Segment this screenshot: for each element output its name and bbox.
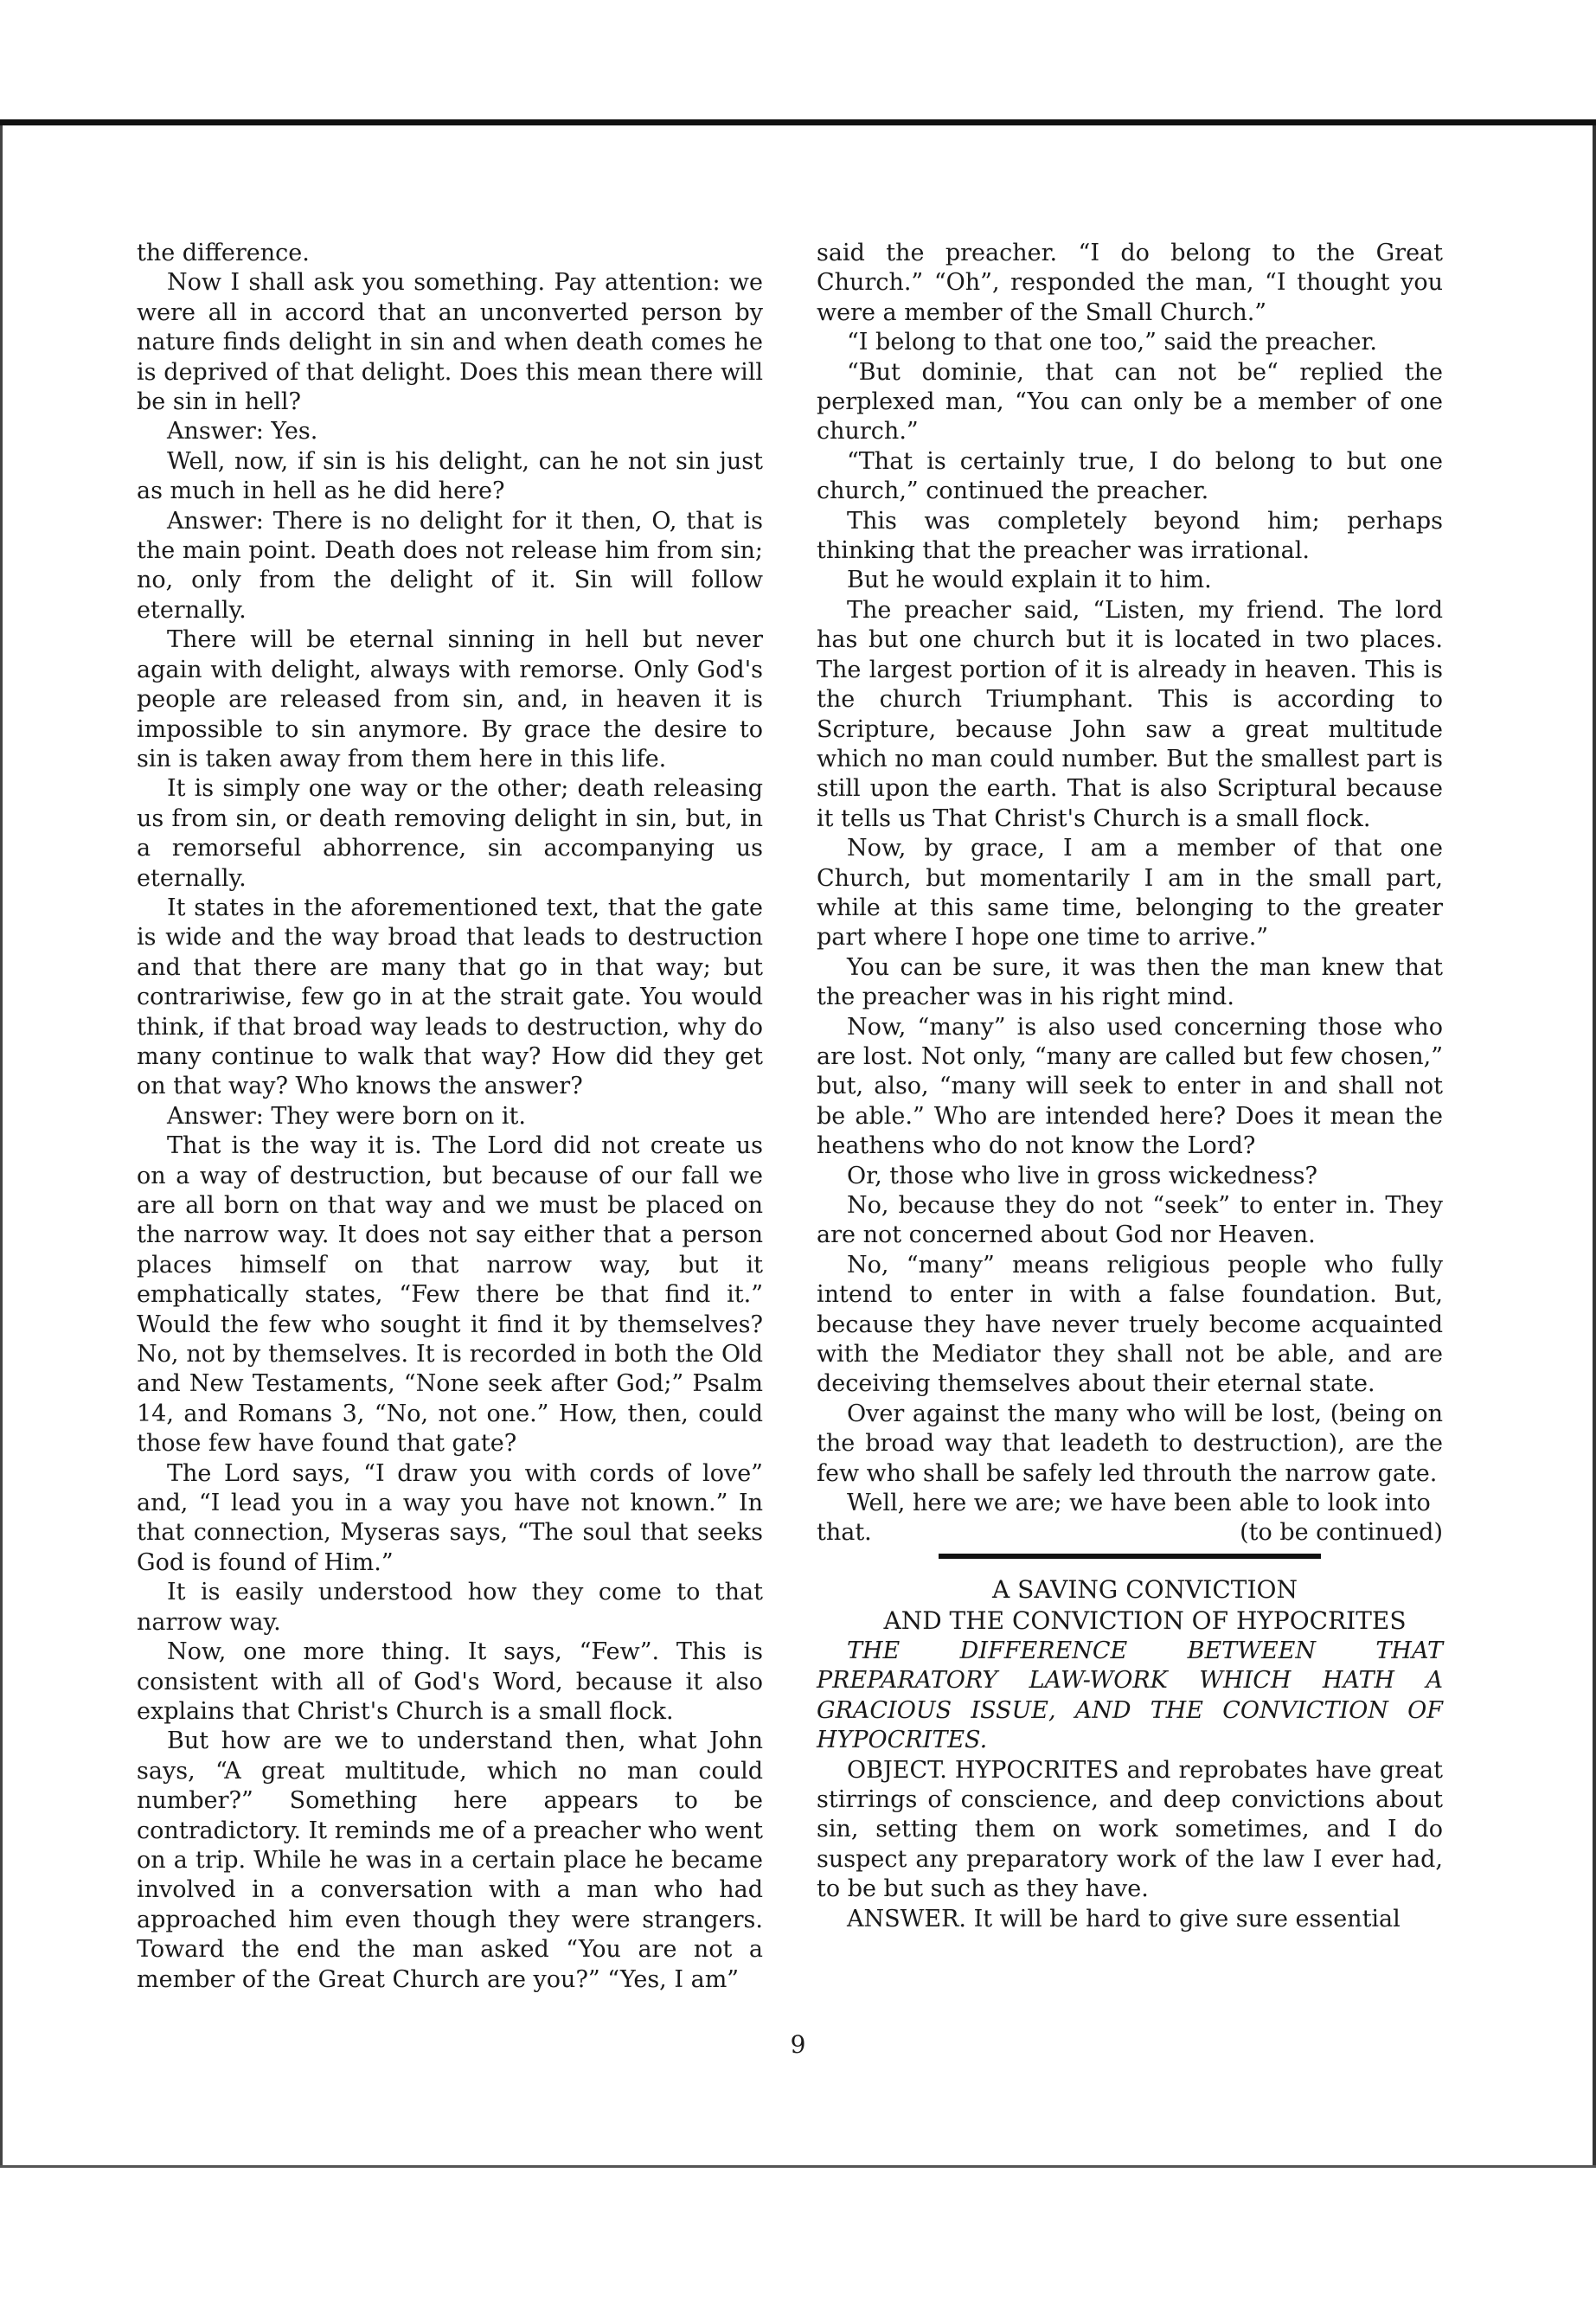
paragraph: It is simply one way or the other; death releasing us from sin, or death removing delight in sin, but, in a remorseful abhorrence, sin accompanying us eternally. [137, 775, 763, 892]
scan-edge-top [0, 119, 1596, 125]
right-column [817, 239, 1443, 1934]
scan-edge-left [0, 125, 3, 2167]
paragraph: “That is certainly true, I do belong to but one church,” continued the preacher. [817, 447, 1443, 505]
paragraph: Now, “many” is also used concerning those who are lost. Not only, “many are called but few chosen,” but, also, “many will seek to enter in and shall not be able.” Who are intended here? Does it mean the heathens who do not know the Lord? [817, 1013, 1443, 1160]
paragraph: Now, one more thing. It says, “Few”. This is consistent with all of God's Word, because it also explains that Christ's Church is a small flock. [137, 1638, 763, 1725]
paragraph: Or, those who live in gross wickedness? [847, 1162, 1317, 1189]
paragraph: It states in the aforementioned text, that the gate is wide and the way broad that leads to destruction and that there are many that go in that way; but contrariwise, few go in at the strait gate. You would think, if that broad way leads to destruction, why do many continue to walk that way? How did they get on that way? Who knows the answer? [137, 894, 763, 1100]
paragraph: No, “many” means religious people who fully intend to enter in with a false foundation. But, because they have never truely become acquainted with the Mediator they shall not be able, and are deceiving themselves about their eternal state. [817, 1251, 1443, 1398]
paragraph: Now, by grace, I am a member of that one Church, but momentarily I am in the small part, while at this same time, belonging to the greater part where I hope one time to arrive.” [817, 835, 1443, 952]
paragraph: That is the way it is. The Lord did not create us on a way of destruction, but because of our fall we are all born on that way and we must be placed on the narrow way. It does not say either that a person places himself on that narrow way, but it emphatically states, “Few there be that find it.” Would the few who sought it find it by themselves? No, not by themselves. It is recorded in both the Old and New Testaments, “None seek after God;” Psalm 14, and Romans 3, “No, not one.” How, then, could those few have found that gate? [137, 1132, 763, 1458]
paragraph: But he would explain it to him. [847, 567, 1212, 594]
article-paragraph: ANSWER. It will be hard to give sure essential [847, 1905, 1401, 1932]
paragraph: the difference. [137, 240, 310, 266]
paragraph: “But dominie, that can not be“ replied the perplexed man, “You can only be a member of one church.” [817, 358, 1443, 445]
scan-edge-bottom [0, 2165, 1596, 2168]
paragraph: Answer: They were born on it. [167, 1102, 526, 1130]
paragraph: There will be eternal sinning in hell but never again with delight, always with remorse. Only God's people are released from sin, and, in heaven it is impossible to sin anymore. By grace the desire to sin is taken away from them here in this life. [137, 626, 763, 772]
paragraph: Well, now, if sin is his delight, can he not sin just as much in hell as he did here? [137, 447, 763, 505]
paragraph: The Lord says, “I draw you with cords of love” and, “I lead you in a way you have not known.” In that connection, Myseras says, “The soul that seeks God is found of Him.” [137, 1459, 763, 1576]
paragraph: Answer: Yes. [167, 418, 318, 445]
paragraph: But how are we to understand then, what John says, “A great multitude, which no man could number?” Something here appears to be contradictory. It reminds me of a preacher who went on a trip. While he was in a certain place he became involved in a conversation with a man who had approached him even though they were strangers. Toward the end the man asked “You are not a member of the Great Church are you?” “Yes, I am” [137, 1727, 763, 1993]
paragraph: Answer: There is no delight for it then, O, that is the main point. Death does not release him from sin; no, only from the delight of it. Sin will follow eternally. [137, 507, 763, 624]
paragraph: It is easily understood how they come to that narrow way. [137, 1579, 763, 1636]
paragraph: Well, here we are; we have been able to look into [847, 1490, 1431, 1517]
article-heading: A SAVING CONVICTION [992, 1574, 1298, 1604]
article-paragraph: OBJECT. HYPOCRITES and reprobates have great stirrings of conscience, and deep convictions about sin, setting them on work sometimes, and I do suspect any preparatory work of the law I ever had, to be but such as they have. [817, 1756, 1443, 1903]
paragraph: You can be sure, it was then the man knew that the preacher was in his right mind. [817, 953, 1443, 1011]
article-heading-line2: AND THE CONVICTION OF HYPOCRITES [883, 1606, 1407, 1635]
continuation-last-word: that. [817, 1519, 872, 1547]
paragraph: This was completely beyond him; perhaps thinking that the preacher was irrational. [817, 507, 1443, 565]
continuation-line [817, 1518, 1443, 1548]
paragraph: said the preacher. “I do belong to the Great Church.” “Oh”, responded the man, “I thought you were a member of the Small Church.” [817, 240, 1443, 326]
left-column [137, 239, 763, 1995]
paragraph: The preacher said, “Listen, my friend. The lord has but one church but it is located in two places. The largest portion of it is already in heaven. This is the church Triumphant. This is according to Scripture, because John saw a great multitude which no man could number. But the smallest part is still upon the earth. That is also Scriptural because it tells us That Christ's Church is a small flock. [817, 596, 1443, 832]
scan-edge-right [1593, 125, 1596, 2167]
paragraph: “I belong to that one too,” said the preacher. [847, 329, 1377, 356]
paragraph: Over against the many who will be lost, (being on the broad way that leadeth to destruction), are the few who shall be safely led throuth the narrow gate. [817, 1400, 1443, 1487]
paragraph: No, because they do not “seek” to enter in. They are not concerned about God nor Heaven. [817, 1192, 1443, 1249]
section-divider [939, 1554, 1321, 1559]
paragraph: Now I shall ask you something. Pay attention: we were all in accord that an unconverted person by nature finds delight in sin and when death comes he is deprived of that delight. Does this mean there will be sin in hell? [137, 269, 763, 416]
to-be-continued-note: (to be continued) [1240, 1519, 1443, 1547]
page-number: 9 [790, 2030, 806, 2059]
article-subtitle: THE DIFFERENCE BETWEEN THAT PREPARATORY LAW-WORK WHICH HATH A GRACIOUS ISSUE, AND THE CONVICTION OF HYPOCRITES. [817, 1637, 1443, 1754]
